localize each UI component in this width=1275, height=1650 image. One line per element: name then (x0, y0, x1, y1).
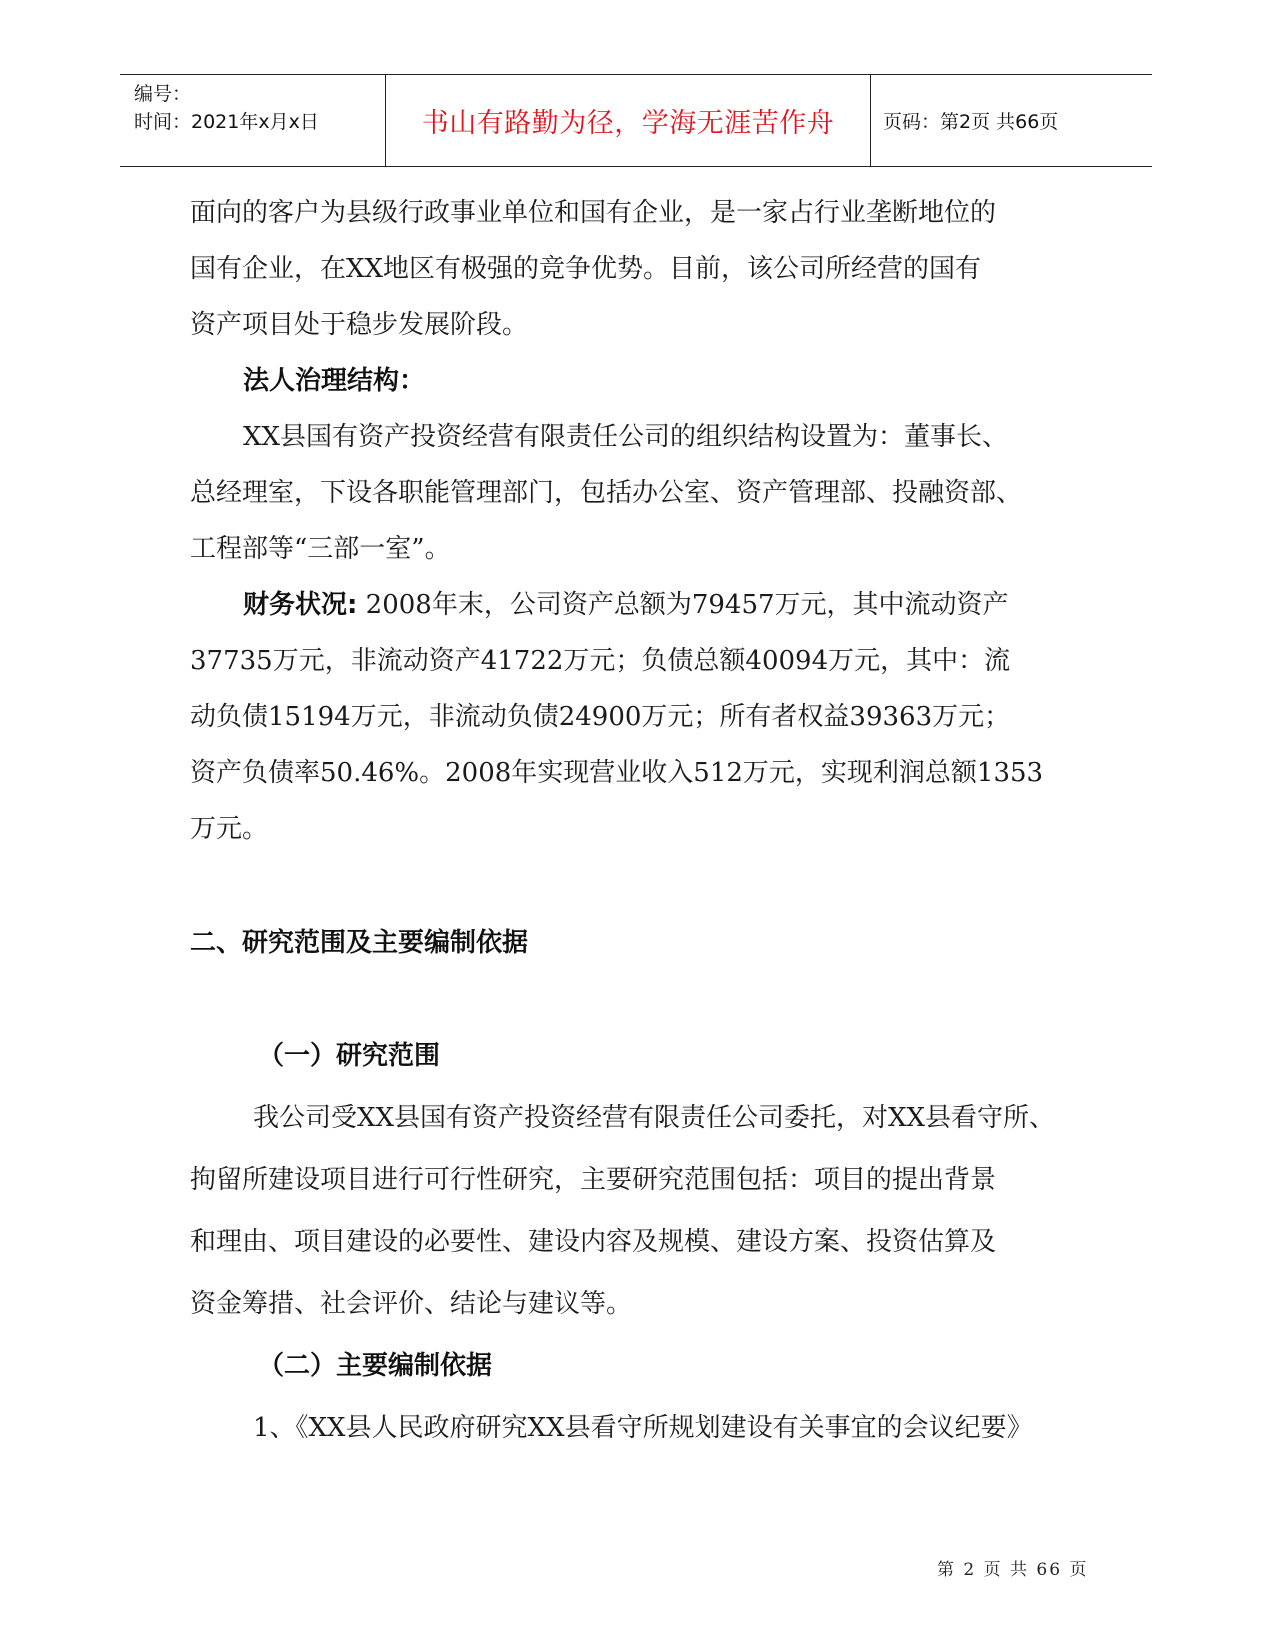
header-motto-cell (385, 75, 871, 166)
finance-first-line (243, 584, 1009, 621)
subsection-heading-basis: （二）主要编制依据 (258, 1351, 493, 1381)
scope-line: 我公司受XX县国有资产投资经营有限责任公司委托，对XX县看守所、 (253, 1103, 1056, 1133)
subsection-heading-scope: （一）研究范围 (258, 1041, 441, 1071)
finance-first-text: 2008年末，公司资产总额为79457万元，其中流动资产 (357, 590, 1009, 620)
page-header (120, 74, 1152, 167)
governance-line: 工程部等“三部一室”。 (190, 534, 451, 564)
finance-line: 资产负债率50.46%。2008年实现营业收入512万元，实现利润总额1353 (190, 758, 1044, 788)
scope-line: 和理由、项目建设的必要性、建设内容及规模、建设方案、投资估算及 (190, 1227, 997, 1257)
intro-line: 面向的客户为县级行政事业单位和国有企业，是一家占行业垄断地位的 (190, 198, 997, 228)
section-heading: 二、研究范围及主要编制依据 (190, 928, 529, 958)
intro-line: 资产项目处于稳步发展阶段。 (190, 310, 529, 340)
header-page-code: 页码：第2页 共66页 (883, 111, 1059, 133)
scope-line: 资金筹措、社会评价、结论与建议等。 (190, 1289, 633, 1319)
header-page-cell (871, 75, 1152, 166)
finance-line: 37735万元，非流动资产41722万元；负债总额40094万元，其中：流 (190, 646, 1011, 676)
document-number-label: 编号： (134, 83, 192, 105)
finance-line: 动负债15194万元，非流动负债24900万元；所有者权益39363万元； (190, 702, 1011, 732)
page-footer: 第 2 页 共 66 页 (937, 1560, 1089, 1580)
scope-line: 拘留所建设项目进行可行性研究，主要研究范围包括：项目的提出背景 (190, 1165, 997, 1195)
header-motto: 书山有路勤为径，学海无涯苦作舟 (421, 108, 835, 139)
governance-line: XX县国有资产投资经营有限责任公司的组织结构设置为：董事长、 (243, 422, 1009, 452)
governance-heading: 法人治理结构： (243, 366, 426, 396)
header-meta-cell (120, 75, 385, 166)
basis-item: 1、《XX县人民政府研究XX县看守所规划建设有关事宜的会议纪要》 (253, 1413, 1033, 1443)
governance-line: 总经理室，下设各职能管理部门，包括办公室、资产管理部、投融资部、 (190, 478, 1023, 508)
finance-label: 财务状况: (243, 590, 358, 620)
finance-line: 万元。 (190, 814, 269, 844)
intro-line: 国有企业，在XX地区有极强的竞争优势。目前，该公司所经营的国有 (190, 254, 982, 284)
document-date-label: 时间：2021年x月x日 (134, 111, 319, 133)
